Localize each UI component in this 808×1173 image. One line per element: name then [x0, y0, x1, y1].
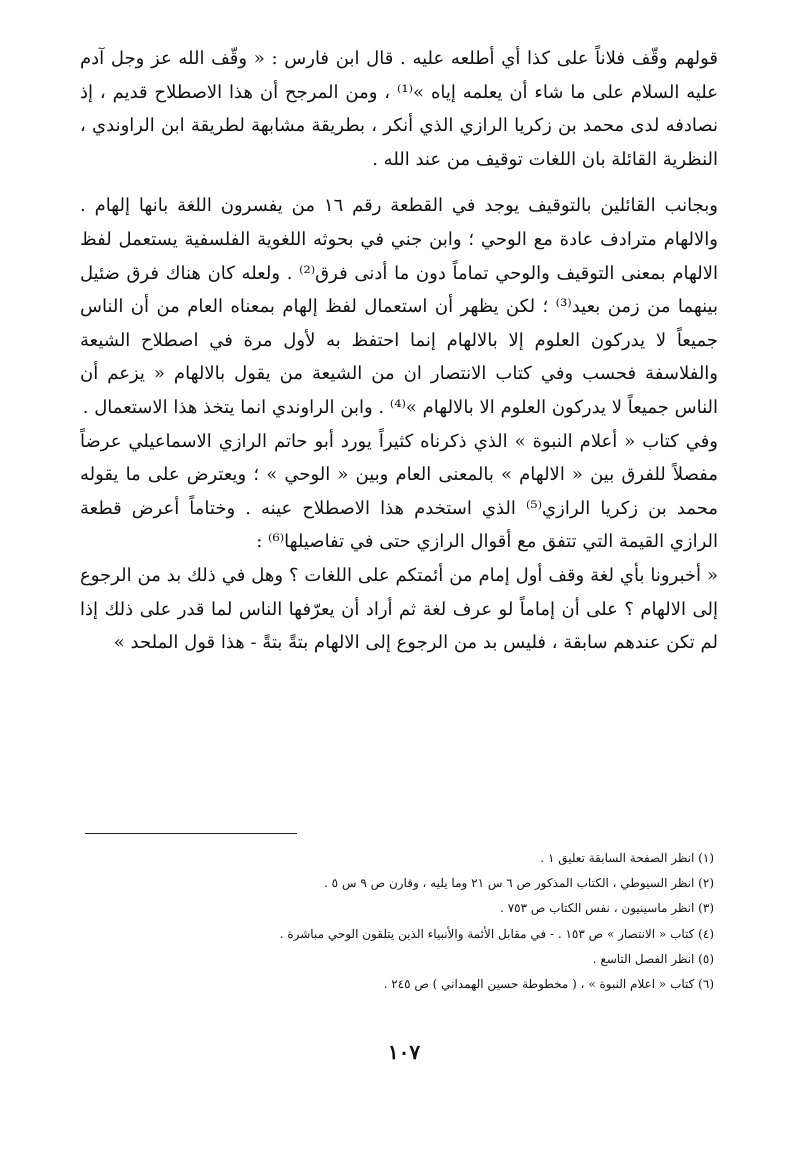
paragraph-3: وفي كتاب « أعلام النبوة » الذي ذكرناه كثيراً يورد أبو حاتم الرازي الاسماعيلي عرضاً مفصلاً للفرق بين « الالهام » بالمعنى العام وبين « الوحي » ؛ ويعترض على ما يقوله محمد بن زكريا الرازي⁽⁵⁾ الذي استخدم هذا الاصطلاح عينه . وختاماً أعرض قطعة الرازي القيمة التي تتفق مع أقوال الرازي حتى في تفاصيلها⁽⁶⁾ : [80, 430, 718, 553]
footnote-6: (٦) كتاب « اعلام النبوة » ، ( مخطوطة حسين الهمداني ) ص ٢٤٥ . [383, 977, 714, 992]
page-number: ١٠٧ [387, 1040, 421, 1064]
main-text [80, 42, 718, 660]
footnote-3: (٣) انظر ماسينيون ، نفس الكتاب ص ٧٥٣ . [500, 901, 714, 916]
paragraph-1: قولهم وقّف فلاناً على كذا أي أطلعه عليه . قال ابن فارس : « وقّف الله عز وجل آدم عليه السلام على ما شاء أن يعلمه إياه »⁽¹⁾ ، ومن المرجح أن هذا الاصطلاح قديم ، إذ نصادفه لدى محمد بن زكريا الرازي الذي أنكر ، بطريقة مشابهة لطريقة ابن الراوندي ، النظرية القائلة بان اللغات توقيف من عند الله . [80, 48, 718, 170]
paragraph-2: وبجانب القائلين بالتوقيف يوجد في القطعة رقم ١٦ من يفسرون اللغة بانها إلهام . والالهام مترادف عادة مع الوحي ؛ وابن جني في بحوثه اللغوية الفلسفية يستعمل لفظ الالهام بمعنى التوقيف والوحي تماماً دون ما أدنى فرق⁽²⁾ . ولعله كان هناك فرق ضئيل بينهما من زمن بعيد⁽³⁾ ؛ لكن يظهر أن استعمال لفظ إلهام بمعناه العام من أن الناس جميعاً لا يدركون العلوم إلا بالالهام إنما احتفظ به لأول مرة في اصطلاح الشيعة والفلاسفة فحسب وفي كتاب الانتصار ان من الشيعة من يقول بالالهام « يزعم أن الناس جميعاً لا يدركون العلوم الا بالالهام »⁽⁴⁾ . وابن الراوندي انما يتخذ هذا الاستعمال . [80, 195, 718, 418]
footnote-2: (٢) انظر السيوطي ، الكتاب المذكور ص ٦ س ٢١ وما يليه ، وقارن ص ٩ س ٥ . [323, 876, 714, 891]
quotation: « أخبرونا بأي لغة وقف أول إمام من أئمتكم على اللغات ؟ وهل في ذلك بد من الرجوع إلى الالهام ؟ على أن إماماً لو عرف لغة ثم أراد أن يعرّفها الناس لما قدر على ذلك إذا لم تكن عندهم سابقة ، فليس بد من الرجوع إلى الالهام بتةً بتةً - هذا قول الملحد » [80, 564, 718, 654]
footnote-1: (١) انظر الصفحة السابقة تعليق ١ . [540, 851, 714, 865]
footnote-separator [85, 833, 297, 834]
footnote-5: (٥) انظر الفصل التاسع . [592, 951, 714, 966]
footnote-4: (٤) كتاب « الانتصار » ص ١٥٣ . - في مقابل الأئمة والأنبياء الذين يتلقون الوحي مباشرة . [279, 926, 714, 941]
footnotes [90, 846, 714, 997]
